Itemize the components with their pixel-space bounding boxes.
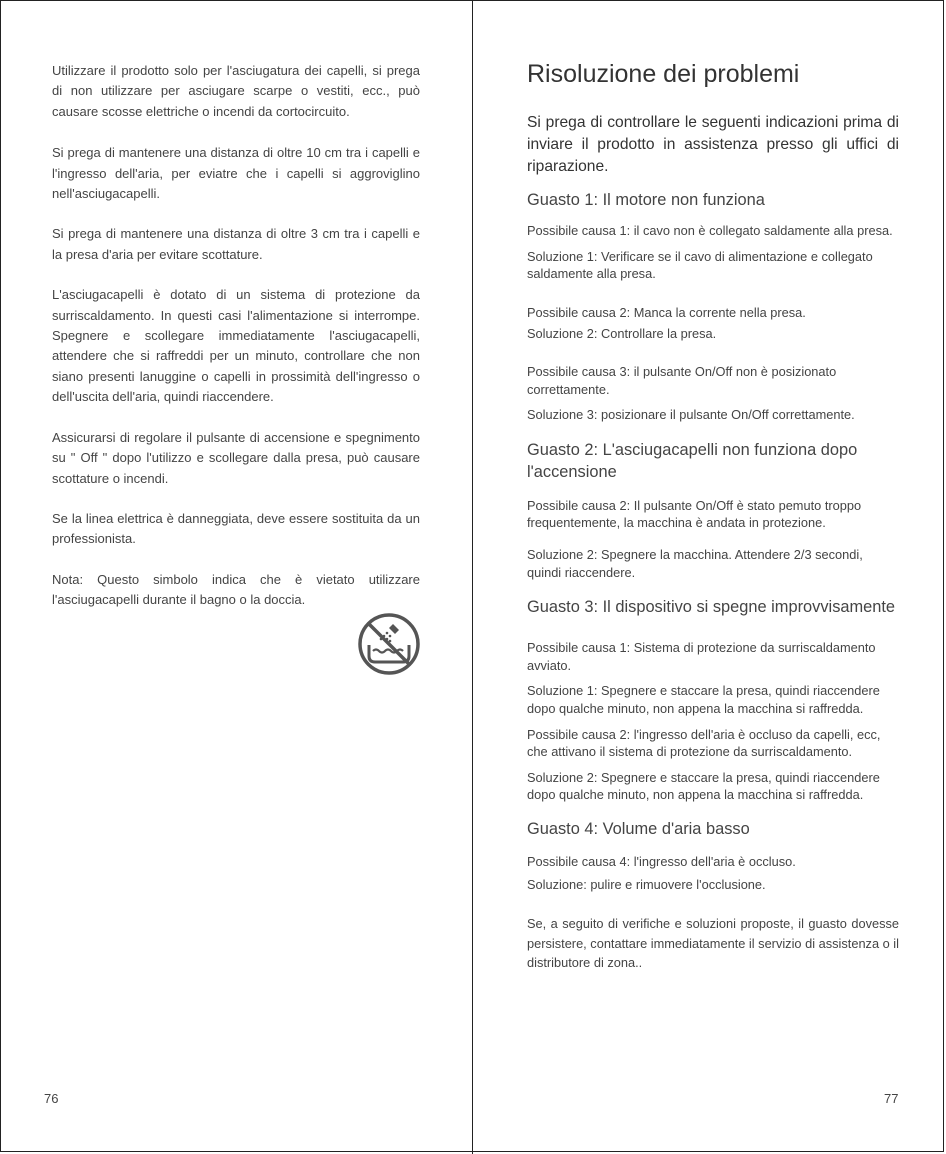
page-title: Risoluzione dei problemi — [527, 60, 800, 88]
fault-3-heading: Guasto 3: Il dispositivo si spegne improvvisamente — [527, 598, 896, 617]
paragraph-distance-3cm: Si prega di mantenere una distanza di oltre 3 cm tra i capelli e la presa d'aria per evitare scottature. — [52, 226, 420, 262]
fault-1-solution-2: Soluzione 2: Controllare la presa. — [527, 326, 717, 342]
fault-3-solution-2: Soluzione 2: Spegnere e staccare la presa, quindi riaccendere dopo qualche minuto, non appena la macchina si raffredda. — [527, 769, 880, 803]
fault-1-cause-3: Possibile causa 3: il pulsante On/Off non è posizionato correttamente. — [527, 363, 837, 397]
fault-4-solution-1: Soluzione: pulire e rimuovere l'occlusione. — [527, 877, 766, 893]
fault-4-cause-1: Possibile causa 4: l'ingresso dell'aria è occluso. — [527, 853, 796, 869]
fault-1-solution-1: Soluzione 1: Verificare se il cavo di alimentazione e collegato saldamente alla presa. — [527, 248, 873, 282]
no-bathing-icon — [357, 612, 421, 676]
fault-1-cause-1: Possibile causa 1: il cavo non è collegato saldamente alla presa. — [527, 223, 893, 238]
page-divider — [472, 0, 473, 1154]
fault-3-solution-1: Soluzione 1: Spegnere e staccare la presa, quindi riaccendere dopo qualche minuto, non appena la macchina si raffredda. — [527, 683, 880, 716]
left-page-text — [52, 61, 420, 631]
fault-2-solution-1: Soluzione 2: Spegnere la macchina. Attendere 2/3 secondi, quindi riaccendere. — [527, 546, 863, 580]
fault-3-cause-1: Possibile causa 1: Sistema di protezione da surriscaldamento avviato. — [527, 640, 876, 673]
fault-4-heading: Guasto 4: Volume d'aria basso — [527, 819, 750, 838]
fault-1-solution-3: Soluzione 3: posizionare il pulsante On/Off correttamente. — [527, 407, 855, 423]
right-page-text — [527, 58, 899, 973]
page-number-left: 76 — [44, 1091, 59, 1106]
paragraph-switch-off: Assicurarsi di regolare il pulsante di accensione e spegnimento su " Off " dopo l'utilizzo e scollegare dalla presa, può causare scottature o incendi. — [52, 429, 420, 486]
fault-1-cause-2: Possibile causa 2: Manca la corrente nella presa. — [527, 304, 806, 320]
fault-3-cause-2: Possibile causa 2: l'ingresso dell'aria è occluso da capelli, ecc, che attivano il sistema di protezione da surriscaldamento. — [527, 726, 881, 760]
paragraph-cable-damage: Se la linea elettrica è danneggiata, deve essere sostituita da un professionista. — [52, 510, 420, 547]
paragraph-distance-10cm: Si prega di mantenere una distanza di oltre 10 cm tra i capelli e l'ingresso dell'aria, per eviatre che i capelli si aggroviglino nell'asciugacapelli. — [52, 145, 420, 202]
closing-paragraph: Se, a seguito di verifiche e soluzioni proposte, il guasto dovesse persistere, contattare immediatamente il servizio di assistenza o il distributore di zona.. — [527, 916, 899, 971]
intro-paragraph: Si prega di controllare le seguenti indicazioni prima di inviare il prodotto in assistenza presso gli uffici di riparazione. — [527, 114, 899, 175]
fault-1-heading: Guasto 1: Il motore non funziona — [527, 191, 765, 209]
fault-2-cause-1: Possibile causa 2: Il pulsante On/Off è stato pemuto troppo frequentemente, la macchina è andata in protezione. — [527, 497, 862, 531]
paragraph-usage: Utilizzare il prodotto solo per l'asciugatura dei capelli, si prega di non utilizzare per asciugare scarpe o vestiti, ecc., può causare scosse elettriche o incendi da cortocircuito. — [52, 63, 420, 119]
paragraph-overheat-protection: L'asciugacapelli è dotato di un sistema di protezione da surriscaldamento. In questi casi l'alimentazione si interrompe. Spegnere e scollegare immediatamente l'asciugacapelli, attendere che si raffreddi per un minuto, controllare che non siano presenti lanuggine o capelli in prossimità dell'ingresso o dell'uscita dell'aria, quindi riaccendere. — [52, 287, 420, 405]
paragraph-note-symbol: Nota: Questo simbolo indica che è vietato utilizzare l'asciugacapelli durante il bagno o la doccia. — [52, 571, 420, 608]
page-number-right: 77 — [884, 1091, 899, 1106]
fault-2-heading: Guasto 2: L'asciugacapelli non funziona dopo l'accensione — [527, 440, 858, 481]
